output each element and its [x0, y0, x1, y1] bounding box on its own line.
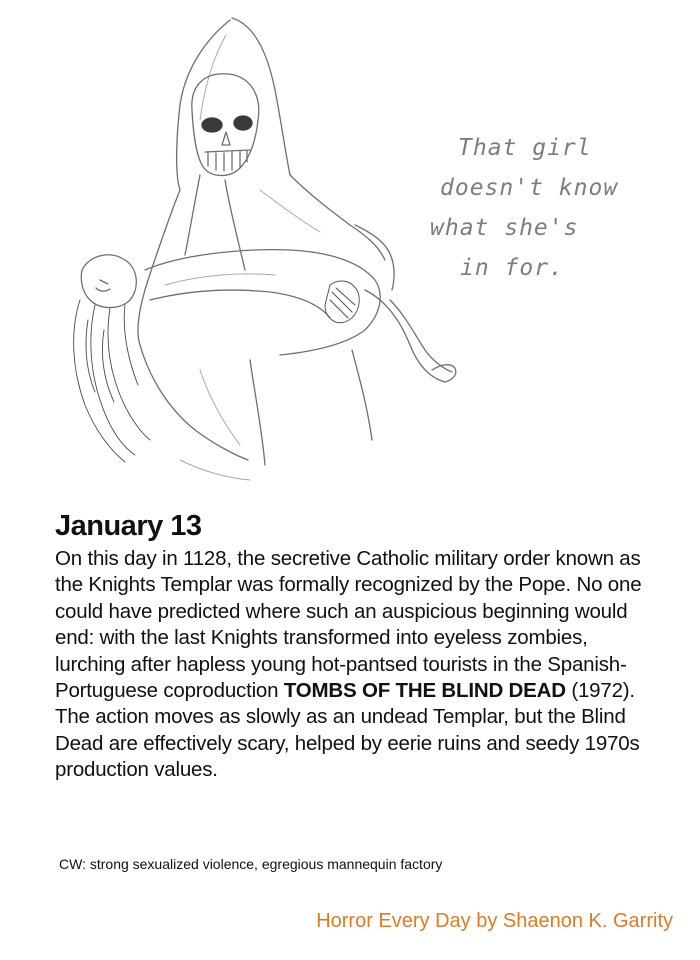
right-eye-socket	[234, 116, 252, 130]
woman-legs	[365, 290, 445, 382]
speech-line: what she's	[430, 215, 579, 241]
hood-outline	[177, 20, 230, 190]
teeth	[205, 150, 250, 171]
body-text-after: (1972). The action moves as slowly as an undead Templar, but the Blind Dead are effectively scary, helped by eerie ruins and seedy 1970s production values.	[55, 679, 640, 782]
skeleton-hand	[325, 281, 359, 323]
movie-title: TOMBS OF THE BLIND DEAD	[283, 679, 566, 703]
speech-line: doesn't know	[440, 175, 619, 201]
woman-body	[145, 250, 380, 355]
cloak-left	[138, 190, 180, 345]
cloak-lower	[140, 345, 248, 460]
entry-body	[55, 546, 645, 784]
speech-line: in for.	[460, 255, 564, 281]
left-eye-socket	[202, 118, 222, 132]
content-warning: CW: strong sexualized violence, egregious mannequin factory	[59, 856, 443, 872]
entry-date-title: January 13	[55, 510, 202, 542]
series-credit: Horror Every Day by Shaenon K. Garrity	[316, 910, 673, 932]
body-text-before: On this day in 1128, the secretive Catholic military order known as the Knights Templar was formally recognized by the Pope. No one could have predicted where such an auspicious beginning would end: with the last Knights transformed into eyeless zombies, lurching after hapless young hot-pantsed tourists in the Spanish-Portuguese coproduction	[55, 547, 642, 703]
speech-caption	[430, 128, 630, 288]
woman-head	[81, 255, 136, 308]
speech-line: That girl	[458, 135, 592, 161]
